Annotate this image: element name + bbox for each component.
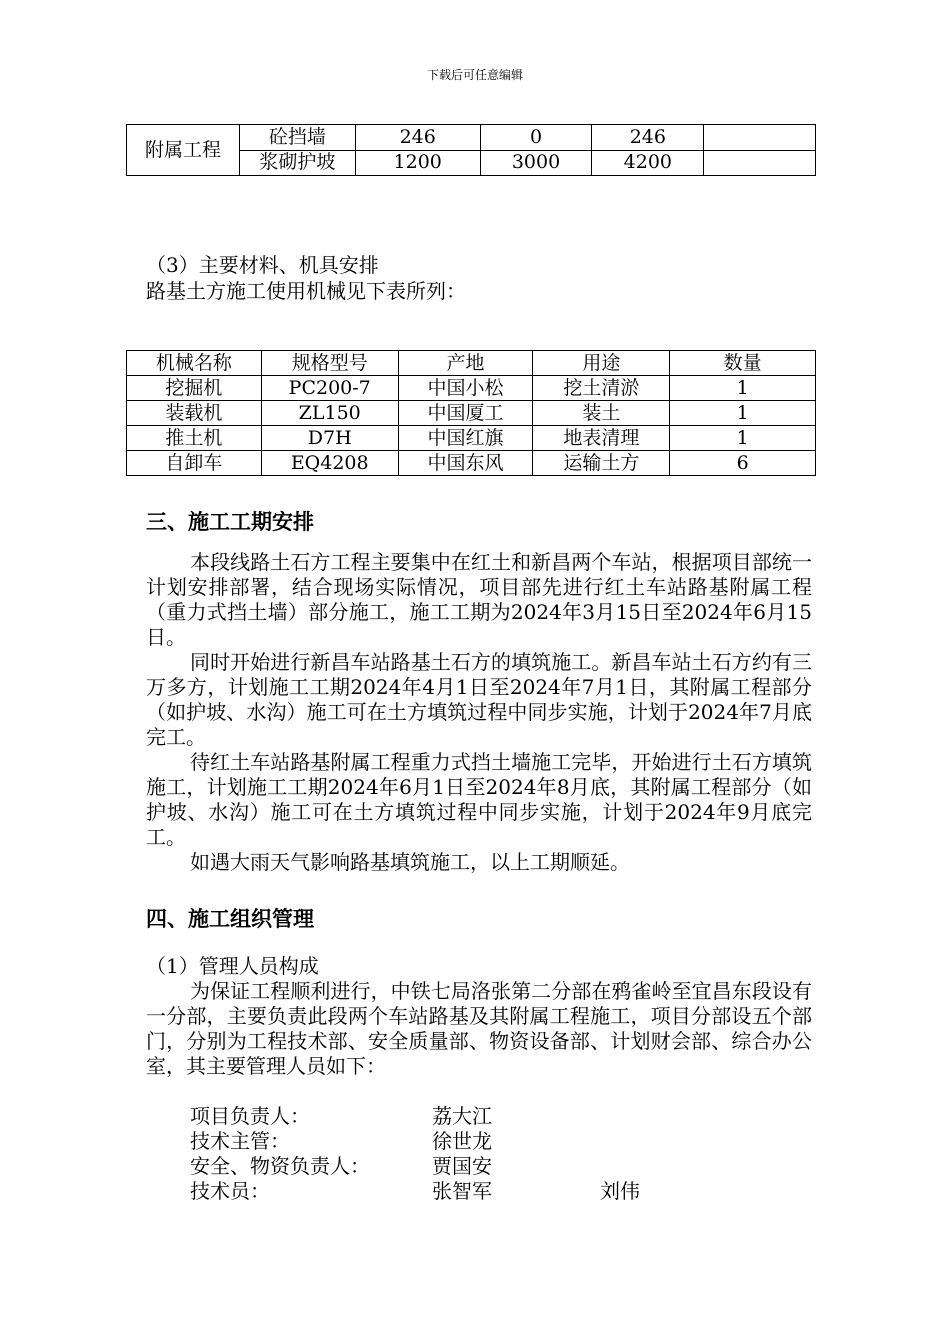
table-cell: 4200 bbox=[592, 150, 704, 176]
table-cell: 浆砌护坡 bbox=[239, 150, 355, 176]
table-row bbox=[127, 426, 816, 451]
group-label: 附属工程 bbox=[127, 125, 240, 176]
table-cell: 砼挡墙 bbox=[239, 125, 355, 151]
staff-name: 贾国安 bbox=[432, 1154, 492, 1178]
table-cell: 1 bbox=[670, 426, 816, 451]
heading-organization: 四、施工组织管理 bbox=[146, 907, 314, 931]
table-cell: 中国小松 bbox=[398, 376, 533, 401]
table-cell: 推土机 bbox=[127, 426, 262, 451]
column-header: 机械名称 bbox=[127, 351, 262, 376]
table-row bbox=[127, 401, 816, 426]
section4-subheading: （1）管理人员构成 bbox=[146, 954, 319, 978]
table-cell: 246 bbox=[355, 125, 480, 151]
column-header: 数量 bbox=[670, 351, 816, 376]
paragraph: 本段线路土石方工程主要集中在红土和新昌两个车站，根据项目部统一计划安排部署，结合现场实际情况，项目部先进行红土车站路基附属工程（重力式挡土墙）部分施工，施工工期为2024年3月15日至2024年6月15日。 bbox=[146, 550, 812, 649]
staff-name: 张智军 bbox=[432, 1179, 492, 1203]
table-cell: 中国红旗 bbox=[398, 426, 533, 451]
table-cell: 246 bbox=[592, 125, 704, 151]
section3-intro: 路基土方施工使用机械见下表所列： bbox=[146, 279, 466, 303]
table-cell: 1 bbox=[670, 376, 816, 401]
table-cell: 3000 bbox=[480, 150, 592, 176]
table-row bbox=[127, 451, 816, 476]
machinery-table bbox=[126, 350, 816, 476]
table-cell: 装载机 bbox=[127, 401, 262, 426]
table-cell: 挖掘机 bbox=[127, 376, 262, 401]
paragraph: 如遇大雨天气影响路基填筑施工，以上工期顺延。 bbox=[190, 850, 630, 874]
heading-schedule: 三、施工工期安排 bbox=[146, 510, 314, 534]
table-cell: 地表清理 bbox=[533, 426, 670, 451]
schedule-section bbox=[146, 550, 812, 875]
section3-subheading: （3）主要材料、机具安排 bbox=[146, 253, 379, 277]
table-cell: 运输土方 bbox=[533, 451, 670, 476]
staff-name: 刘伟 bbox=[600, 1179, 640, 1203]
header-note: 下载后可任意编辑 bbox=[426, 68, 523, 82]
management-section bbox=[146, 979, 812, 1079]
table-cell: 1200 bbox=[355, 150, 480, 176]
table-cell: EQ4208 bbox=[261, 451, 398, 476]
paragraph: 为保证工程顺利进行，中铁七局洛张第二分部在鸦雀岭至宜昌东段设有一分部，主要负责此段两个车站路基及其附属工程施工，项目分部设五个部门，分别为工程技术部、安全质量部、物资设备部、计划财会部、综合办公室，其主要管理人员如下： bbox=[146, 979, 812, 1078]
table-cell: 1 bbox=[670, 401, 816, 426]
table-cell bbox=[704, 125, 816, 151]
table-cell: 中国东风 bbox=[398, 451, 533, 476]
staff-name: 荔大江 bbox=[432, 1104, 492, 1128]
table-row bbox=[127, 376, 816, 401]
staff-name: 徐世龙 bbox=[432, 1129, 492, 1153]
staff-role: 安全、物资负责人： bbox=[190, 1154, 370, 1178]
table-cell: 自卸车 bbox=[127, 451, 262, 476]
staff-role: 项目负责人： bbox=[190, 1104, 310, 1128]
attached-works-table bbox=[126, 124, 816, 176]
table-cell bbox=[704, 150, 816, 176]
column-header: 产地 bbox=[398, 351, 533, 376]
table-cell: ZL150 bbox=[261, 401, 398, 426]
table-cell: PC200-7 bbox=[261, 376, 398, 401]
staff-role: 技术主管： bbox=[190, 1129, 290, 1153]
table-cell: 挖土清淤 bbox=[533, 376, 670, 401]
staff-role: 技术员： bbox=[190, 1179, 270, 1203]
table-cell: 中国厦工 bbox=[398, 401, 533, 426]
table-cell: 6 bbox=[670, 451, 816, 476]
column-header: 规格型号 bbox=[261, 351, 398, 376]
table-cell: D7H bbox=[261, 426, 398, 451]
column-header: 用途 bbox=[533, 351, 670, 376]
paragraph: 同时开始进行新昌车站路基土石方的填筑施工。新昌车站土石方约有三万多方，计划施工工期2024年4月1日至2024年7月1日，其附属工程部分（如护坡、水沟）施工可在土方填筑过程中同步实施，计划于2024年7月底完工。 bbox=[146, 650, 812, 749]
table-header-row bbox=[127, 351, 816, 376]
table-cell: 装土 bbox=[533, 401, 670, 426]
paragraph: 待红土车站路基附属工程重力式挡土墙施工完毕，开始进行土石方填筑施工，计划施工工期2024年6月1日至2024年8月底，其附属工程部分（如护坡、水沟）施工可在土方填筑过程中同步实施，计划于2024年9月底完工。 bbox=[146, 750, 812, 849]
table-row bbox=[127, 125, 816, 151]
table-cell: 0 bbox=[480, 125, 592, 151]
